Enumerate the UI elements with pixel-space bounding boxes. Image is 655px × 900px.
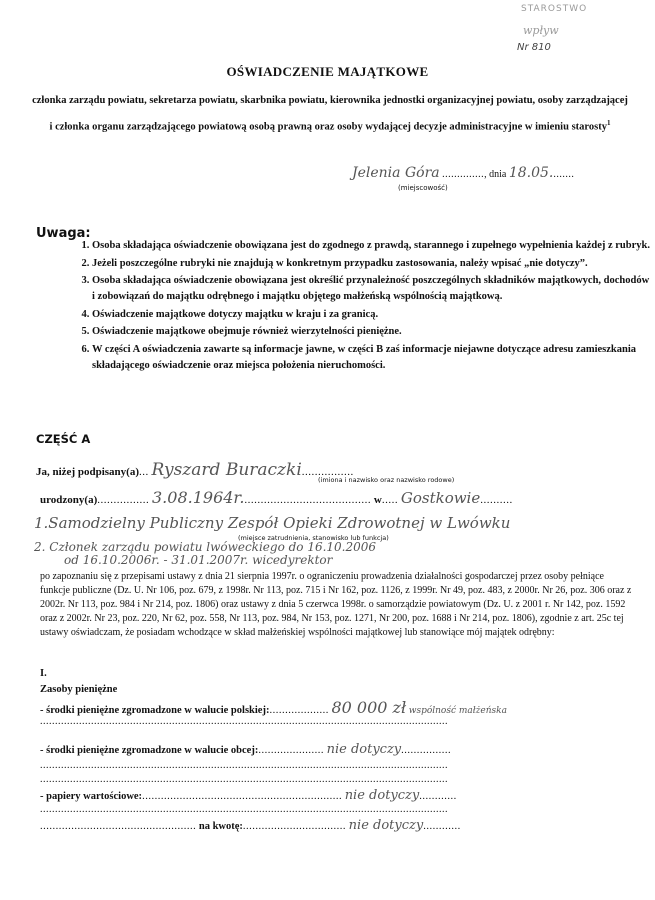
subtitle-text: członka zarządu powiatu, sekretarza powiatu, skarbnika powiatu, kierownika jednostki organizacyjnej powiatu, osoby zarządzającej i członka organu zarządzającego powiatową osobą prawną oraz osoby wydającej decyzje administracyjne w imieniu starosty bbox=[32, 95, 628, 133]
declarant-name-line: Ja, niżej podpisany(a)... Ryszard Buraczki................ bbox=[36, 460, 354, 480]
dotted-line: ........................................................................................................................................ bbox=[40, 760, 448, 771]
declarant-name-handwritten: Ryszard Buraczki bbox=[151, 460, 302, 480]
legal-basis-text: po zapoznaniu się z przepisami ustawy z dnia 21 sierpnia 1997r. o ograniczeniu prowadzenia działalności gospodarczej przez osoby pełniące funkcje publiczne (Dz. U. Nr 106, poz. 679, z 1998r. Nr 113, poz. 715 i Nr 162, poz. 1126, z 1999r. Nr 49, poz. 483, z 2000r. Nr 26, poz. 306 oraz z 2002r. Nr 113, poz. 984 i Nr 214, poz. 1806) oraz ustawy z dnia 5 czerwca 1998r. o samorządzie powiatowym (Dz. U. z 2001 r. Nr 142, poz. 1592 oraz z 2002r. Nr 23, poz. 220, Nr 62, poz. 558, Nr 113, poz. 984, Nr 153, poz. 1271, Nr 200, poz. 1688 i Nr 214, poz. 1806), zgodnie z art. 25c tej ustawy oświadczam, że posiadam wchodzące w skład małżeńskiej wspólności majątkowej lub stanowiące mój majątek odrębny: bbox=[40, 571, 632, 638]
place-handwritten: Jelenia Góra bbox=[352, 165, 440, 181]
securities-label: - papiery wartościowe: bbox=[40, 791, 143, 802]
list-item: 6. W części A oświadczenia zawarte są informacje jawne, w części B zaś informacje niejawne dotyczące adresu zamieszkania składającego oświadczenie oraz miejsca położenia nieruchomości. bbox=[92, 342, 652, 374]
employment-line-3: od 16.10.2006r. - 31.01.2007r. wicedyrektor bbox=[64, 553, 333, 567]
place-caption: (miejscowość) bbox=[398, 184, 448, 192]
list-item: 1. Osoba składająca oświadczenie obowiązana jest do zgodnego z prawdą, starannego i zupełnego wypełnienia każdej z rubryk. bbox=[92, 238, 652, 254]
dotted-line: ........................................................................................................................................ bbox=[40, 774, 448, 785]
foreign-funds-line: - środki pieniężne zgromadzone w walucie obcej:..................... nie dotyczy................ bbox=[40, 742, 452, 757]
pln-funds-note: wspólność małżeńska bbox=[408, 706, 507, 716]
amount-label: na kwotę: bbox=[198, 821, 243, 832]
stamp-number: Nr 810 bbox=[517, 42, 551, 53]
document-subtitle bbox=[30, 90, 630, 139]
birth-place-handwritten: Gostkowie bbox=[400, 489, 481, 507]
uwaga-heading: Uwaga: bbox=[36, 226, 91, 241]
employment-caption: (miejsce zatrudnienia, stanowisko lub funkcja) bbox=[238, 534, 389, 542]
footnote-mark: 1 bbox=[606, 119, 611, 127]
birth-label: urodzony(a) bbox=[40, 494, 98, 506]
securities-value: nie dotyczy bbox=[344, 788, 420, 803]
pln-funds-value: 80 000 zł bbox=[331, 698, 407, 717]
cash-resources-heading: Zasoby pieniężne bbox=[40, 684, 118, 695]
amount-value: nie dotyczy bbox=[348, 818, 424, 833]
birth-in-label: w bbox=[373, 494, 382, 506]
stamp-line-2: wpływ bbox=[523, 24, 559, 37]
list-item: 4. Oświadczenie majątkowe dotyczy majątku w kraju i za granicą. bbox=[92, 307, 652, 323]
document-title: OŚWIADCZENIE MAJĄTKOWE bbox=[226, 64, 429, 79]
section-a-heading: CZĘŚĆ A bbox=[36, 432, 91, 446]
securities-line: - papiery wartościowe:................................................................ nie dotyczy............ bbox=[40, 788, 457, 803]
foreign-funds-value: nie dotyczy bbox=[326, 742, 402, 757]
date-handwritten: 18.05. bbox=[508, 165, 554, 181]
employment-line-1: 1.Samodzielny Publiczny Zespół Opieki Zdrowotnej w Lwówku bbox=[34, 514, 511, 532]
date-label: , dnia bbox=[484, 169, 507, 180]
pln-funds-label: - środki pieniężne zgromadzone w walucie polskiej: bbox=[40, 705, 270, 716]
uwaga-list bbox=[50, 238, 652, 375]
employment-line-2: 2. Członek zarządu powiatu lwóweckiego do 16.10.2006 bbox=[34, 540, 377, 554]
pln-funds-line: - środki pieniężne zgromadzone w walucie polskiej:................... 80 000 zł wspólność małżeńska bbox=[40, 698, 507, 717]
dotted-line: ........................................................................................................................................ bbox=[40, 716, 448, 727]
list-item: 5. Oświadczenie majątkowe obejmuje również wierzytelności pieniężne. bbox=[92, 324, 652, 340]
declarant-label: Ja, niżej podpisany(a) bbox=[36, 466, 139, 478]
section-number: I. bbox=[40, 668, 47, 679]
stamp-line-1: STAROSTWO bbox=[521, 4, 588, 14]
dotted-line: ........................................................................................................................................ bbox=[40, 804, 448, 815]
birth-line: urodzony(a)................ 3.08.1964r........................................ w..... Gostkowie.......... bbox=[40, 488, 513, 507]
foreign-funds-label: - środki pieniężne zgromadzone w walucie obcej: bbox=[40, 745, 259, 756]
place-date-line: Jelenia Góra .............., dnia 18.05........ bbox=[352, 165, 575, 181]
declarant-caption: (imiona i nazwisko oraz nazwisko rodowe) bbox=[318, 476, 455, 484]
list-item: 3. Osoba składająca oświadczenie obowiązana jest określić przynależność poszczególnych składników majątkowych, dochodów i zobowiązań do majątku odrębnego i majątku objętego małżeńską wspólnością majątkową. bbox=[92, 273, 652, 305]
list-item: 2. Jeżeli poszczególne rubryki nie znajdują w konkretnym przypadku zastosowania, należy wpisać „nie dotyczy”. bbox=[92, 256, 652, 272]
registry-stamp bbox=[471, 2, 651, 58]
birth-date-handwritten: 3.08.1964r. bbox=[152, 488, 245, 507]
amount-line: .................................................. na kwotę:................................. nie dotyczy............ bbox=[40, 818, 461, 833]
